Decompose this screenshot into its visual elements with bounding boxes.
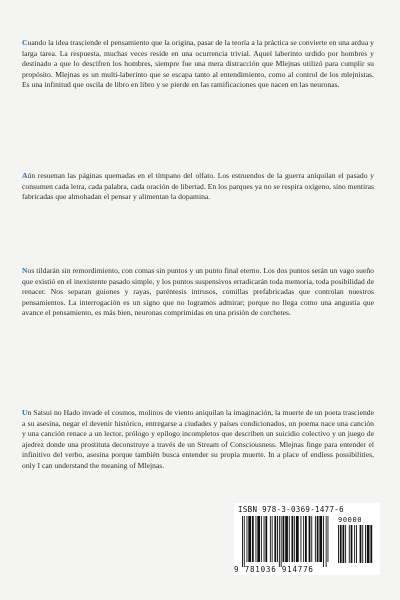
isbn-label: ISBN 978-3-0369-1477-6	[238, 505, 344, 514]
paragraph-4-text: n Satsui no Hado invade el cosmos, molinos de viento aniquilan la imaginación, la muerte de un poeta trasciende a su asesina, negar el devenir histórico, entregarse a ciudades y países condicionados, un poema nace una canción y una canción renace a un lector, prólogo y epílogo incompletos que describen un suicidio colectivo y un juego de ajedrez donde una prostituta deconstruye a través de un Stream of Consciousness. Mlejnas finge para entender el infinitivo del verbo, asesina porque también busca entender su propia muerte. In a place of endless possibilities, only I can understand the meaning of Mlejnas.	[22, 408, 374, 470]
barcode-bar	[365, 525, 366, 563]
barcode-bar	[303, 516, 304, 562]
paragraph-3	[22, 266, 374, 319]
barcode-bar	[289, 516, 290, 562]
barcode-bar	[367, 525, 370, 563]
barcode-bar	[360, 525, 362, 563]
paragraph-3-text: os tildarán sin remordimiento, con comas sin puntos y un punto final eterno. Los dos puntos serán un vago sueño que existió en el inexistente pasado simple, y los puntos suspensivos erradicarán toda memoria, toda posibilidad de renacer. Nos separan guiones y rayas, paréntesis intrusos, comillas prefabricadas que controlan nuestros pensamientos. La interrogación es un signo que no logramos admirar; porque no llega como una angustia que avance el pensamiento, es más bien, neuronas comprimidas en una prisión de corchetes.	[22, 266, 374, 318]
addon-bars	[338, 525, 372, 563]
barcode-bar	[272, 516, 273, 562]
addon-digits: 90000	[338, 516, 363, 524]
barcode-bar	[317, 516, 319, 562]
barcode-bar	[294, 516, 295, 562]
ean13-bars	[242, 516, 328, 567]
barcode-bar	[343, 525, 345, 563]
barcode-bar	[265, 516, 267, 562]
barcode-bar	[315, 516, 316, 562]
barcode-bar	[248, 516, 251, 562]
paragraph-4	[22, 408, 374, 472]
barcode-bar	[281, 516, 282, 567]
barcode-bar	[340, 525, 342, 563]
paragraph-2-initial: A	[22, 171, 28, 180]
barcode-bar	[311, 516, 312, 562]
barcode-bar	[301, 516, 302, 562]
isbn-barcode	[234, 503, 380, 575]
barcode-bar	[354, 525, 355, 563]
barcode-bar	[351, 525, 353, 563]
barcode-bar	[257, 516, 260, 562]
paragraph-2-text: ún resuenan las páginas quemadas en el tímpano del olfato. Los estruendos de la guerra aniquilan el pasado y consumen cada letra, cada palabra, cada oración de libertad. En los parques ya no se respira oxígeno, sino mentiras fabricadas que almohadan el pensar y alimentan la dopamina.	[22, 171, 374, 202]
barcode-bar	[261, 516, 262, 562]
barcode-bar	[292, 516, 294, 562]
barcode-bar	[270, 516, 271, 562]
barcode-bar	[242, 516, 243, 567]
barcode-bar	[296, 516, 299, 562]
paragraph-3-initial: N	[22, 266, 28, 275]
barcode-bar	[305, 516, 307, 562]
barcode-bar	[349, 525, 350, 563]
barcode-bar	[244, 516, 245, 567]
barcode-bar	[283, 516, 285, 562]
barcode-bar	[326, 516, 327, 567]
paragraph-1-text: uando la idea trasciende el pensamiento que la origina, pasar de la teoría a la práctica se convierte en una ardua y larga tarea. La respuesta, muchas veces reside en una ocurrencia trivial. Aquel laberinto urdido por hombres y destinado a que lo descifren los hombres, siempre fue una mera distracción que Mlejnas utilizó para cumplir su propósito. Mlejnas es un multi-laberinto que se escapa tanto al entendimiento, como al control de los mlejnistas. Es una infinitud que oscila de libro en libro y se pierde en las ramificaciones que nacen en las neuronas.	[22, 38, 374, 90]
paragraph-2	[22, 171, 374, 203]
ean-digits: 9 781036 914776	[234, 565, 314, 574]
barcode-bar	[319, 516, 322, 562]
paragraph-1-initial: C	[22, 38, 28, 47]
paragraph-1	[22, 38, 374, 91]
barcode-bar	[252, 516, 254, 562]
barcode-bar	[309, 516, 311, 562]
barcode-bar	[345, 525, 346, 563]
barcode-bar	[338, 525, 339, 563]
barcode-bar	[256, 516, 257, 562]
barcode-bar	[356, 525, 357, 563]
paragraph-4-initial: U	[22, 408, 28, 417]
barcode-bar	[274, 516, 276, 562]
barcode-bar	[279, 516, 280, 567]
barcode-bar	[328, 516, 329, 562]
barcode-bar	[264, 516, 265, 562]
barcode-bar	[370, 525, 372, 563]
barcode-bar	[247, 516, 248, 562]
barcode-bar	[323, 516, 324, 567]
barcode-bar	[285, 516, 288, 562]
barcode-bar	[277, 516, 278, 562]
barcode-bar	[362, 525, 363, 563]
